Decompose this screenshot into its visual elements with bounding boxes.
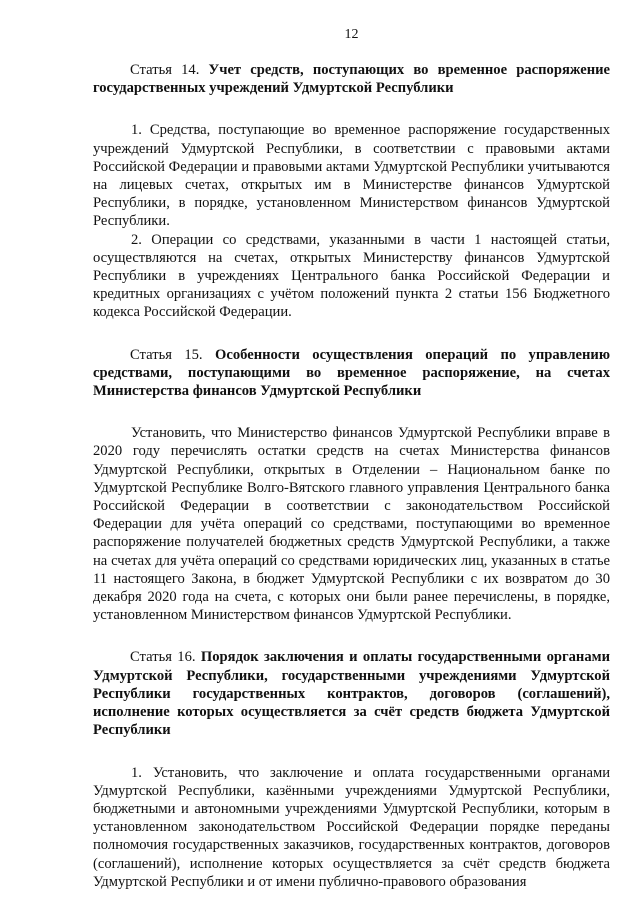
article-15-paragraph-1: Установить, что Министерство финансов Удмуртской Республики вправе в 2020 году перечислять остатки средств на счетах Министерства финансов Удмуртской Республики, открытых в Отделении – Национальном банке по Удмуртской Республике Волго-Вятского главного управления Центрального банка Российской Федерации в соответствии с законодательством Российской Федерации для учёта операций со средствами, поступающими во временное распоряжение получателей бюджетных средств Удмуртской Республики, а также на счетах для учёта операций со средствами юридических лиц, указанных в статье 11 настоящего Закона, в бюджет Удмуртской Республики с их возвратом до 30 декабря 2020 года на счета, с которых они были ранее перечислены, в порядке, установленном Министерством финансов Удмуртской Республики. — [93, 425, 610, 624]
article-14-paragraph-2: 2. Операции со средствами, указанными в части 1 настоящей статьи, осуществляются на счетах, открытых Министерству финансов Удмуртской Республики в учреждениях Центрального банка Российской Федерации и кредитных организациях с учётом положений пункта 2 статьи 156 Бюджетного кодекса Российской Федерации. — [93, 231, 610, 321]
article-16-heading — [93, 648, 610, 739]
article-14-paragraph-1: 1. Средства, поступающие во временное распоряжение государственных учреждений Удмуртской Республики, в соответствии с правовыми актами Российской Федерации и правовыми актами Удмуртской Республики учитываются на лицевых счетах, открытых им в Министерстве финансов Удмуртской Республики, в порядке, установленном Министерством финансов Удмуртской Республики. — [93, 122, 610, 230]
article-16-paragraph-1: 1. Установить, что заключение и оплата государственными органами Удмуртской Республики, казёнными учреждениями Удмуртской Республики, бюджетными и автономными учреждениями Удмуртской Республики, которым в установленном законодательством Российской Федерации порядке переданы полномочия государственных заказчиков, государственных контрактов, договоров (соглашений), исполнение которых осуществляется за счёт средств бюджета Удмуртской Республики и от имени публично-правового образования — [93, 764, 610, 890]
article-15-title: Особенности осуществления операций по управлению средствами, поступающими во временное распоряжение, на счетах Министерства финансов Удмуртской Республики — [93, 346, 610, 400]
article-15-heading — [93, 346, 610, 401]
page-number: 12 — [344, 27, 359, 42]
article-14-heading — [93, 61, 610, 97]
article-14-title: Учет средств, поступающих во временное распоряжение государственных учреждений Удмуртской Республики — [93, 62, 610, 97]
article-14-number: Статья 14. — [130, 62, 200, 78]
article-15-number: Статья 15. — [130, 346, 203, 363]
article-16-title: Порядок заключения и оплаты государственными органами Удмуртской Республики, государственными учреждениями Удмуртской Республики государственных контрактов, договоров (соглашений), исполнение которых осуществляется за счёт средств бюджета Удмуртской Республики — [93, 649, 610, 739]
document-page — [93, 26, 610, 891]
article-16-number: Статья 16. — [130, 649, 196, 666]
